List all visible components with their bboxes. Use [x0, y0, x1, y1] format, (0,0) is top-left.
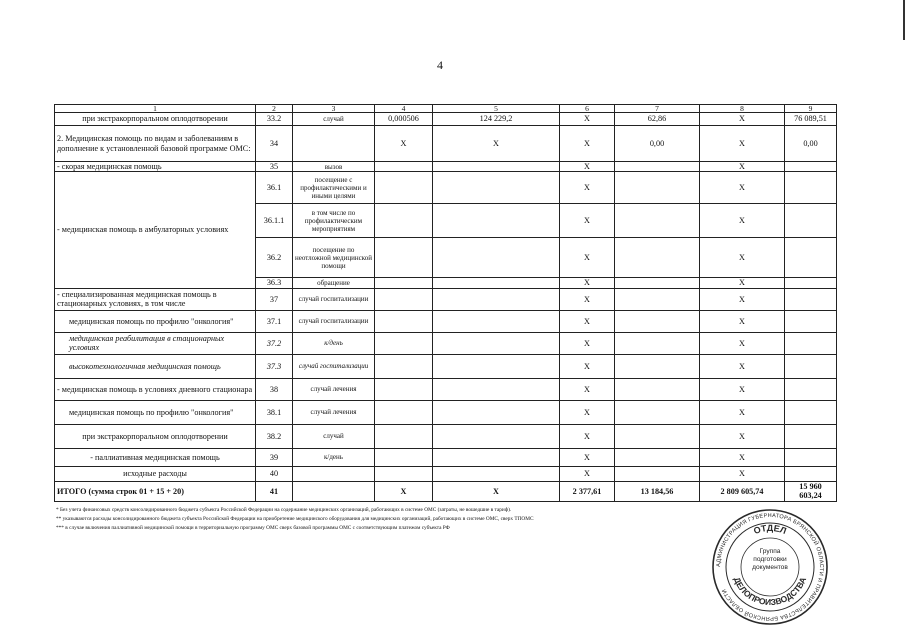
cell: 0,00	[785, 126, 837, 162]
cell: Х	[700, 162, 785, 172]
cell	[785, 332, 837, 354]
cell	[433, 204, 560, 238]
office-stamp	[711, 508, 829, 626]
cell	[375, 448, 433, 466]
table-row	[55, 310, 837, 332]
cell: Х	[560, 162, 615, 172]
cell: Х	[700, 466, 785, 481]
cell	[615, 448, 700, 466]
row-name: медицинская помощь по профилю "онкология"	[55, 310, 256, 332]
col-header: 5	[433, 105, 560, 113]
cell	[433, 278, 560, 288]
cell	[433, 466, 560, 481]
cell	[785, 204, 837, 238]
row-unit: случай госпитализации	[293, 288, 375, 310]
cell: Х	[700, 354, 785, 378]
cell	[785, 424, 837, 448]
cell: Х	[560, 448, 615, 466]
col-header: 9	[785, 105, 837, 113]
cell	[785, 238, 837, 278]
cell	[615, 204, 700, 238]
row-number: 37.3	[256, 354, 293, 378]
cell	[785, 400, 837, 424]
row-name: 2. Медицинская помощь по видам и заболеваниям в дополнение к установленной базовой программе ОМС:	[55, 126, 256, 162]
footnotes	[56, 506, 534, 533]
cell	[433, 172, 560, 204]
cell	[785, 466, 837, 481]
cell	[375, 424, 433, 448]
row-unit	[293, 126, 375, 162]
cell	[615, 310, 700, 332]
cell: Х	[700, 288, 785, 310]
row-name: - скорая медицинская помощь	[55, 162, 256, 172]
footnote: *** в случае включения паллиативной медицинской помощи в территориальную программу ОМС сверх базовой программы ОМС с соответствующим платежом субъекта РФ	[56, 525, 450, 531]
table-row	[55, 354, 837, 378]
table-row	[55, 424, 837, 448]
row-number: 38.1	[256, 400, 293, 424]
cell: Х	[375, 126, 433, 162]
col-header: 3	[293, 105, 375, 113]
cell: 13 184,56	[615, 481, 700, 501]
row-unit: вызов	[293, 162, 375, 172]
page-number: 4	[437, 58, 443, 72]
cell	[615, 354, 700, 378]
cell	[785, 354, 837, 378]
table-row	[55, 332, 837, 354]
cell	[375, 288, 433, 310]
table-row	[55, 172, 837, 204]
cell: Х	[560, 238, 615, 278]
cell	[375, 400, 433, 424]
col-header: 2	[256, 105, 293, 113]
cell: Х	[433, 126, 560, 162]
row-name: высокотехнологичная медицинская помощь	[55, 354, 256, 378]
cell	[433, 354, 560, 378]
cell	[615, 278, 700, 288]
row-unit: случай госпитализации	[293, 354, 375, 378]
cell: Х	[560, 466, 615, 481]
stamp-line: Группа	[759, 548, 781, 555]
col-header: 1	[55, 105, 256, 113]
cell: Х	[700, 238, 785, 278]
cell: Х	[700, 448, 785, 466]
cell	[433, 310, 560, 332]
row-name: - медицинская помощь в условиях дневного стационара	[55, 378, 256, 400]
row-number: 36.2	[256, 238, 293, 278]
cell: Х	[560, 332, 615, 354]
cell: Х	[560, 310, 615, 332]
cell: Х	[560, 424, 615, 448]
cell	[433, 448, 560, 466]
cell: Х	[560, 354, 615, 378]
cell	[433, 400, 560, 424]
table-row	[55, 448, 837, 466]
cell	[375, 378, 433, 400]
row-unit: к/день	[293, 332, 375, 354]
cell	[615, 466, 700, 481]
row-unit: случай	[293, 424, 375, 448]
row-name: медицинская помощь по профилю "онкология"	[55, 400, 256, 424]
cell: 76 089,51	[785, 113, 837, 126]
cell: Х	[560, 172, 615, 204]
row-name: при экстракорпоральном оплодотворении	[55, 424, 256, 448]
row-unit: обращение	[293, 278, 375, 288]
col-header: 8	[700, 105, 785, 113]
cell: Х	[700, 126, 785, 162]
cell	[375, 162, 433, 172]
cell: Х	[433, 481, 560, 501]
cell: Х	[560, 288, 615, 310]
row-unit: в том числе по профилактическим мероприятиям	[293, 204, 375, 238]
row-number: 38	[256, 378, 293, 400]
cell	[375, 354, 433, 378]
stamp-arc-top: ОТДЕЛ	[752, 522, 788, 537]
row-unit	[293, 481, 375, 501]
row-unit	[293, 466, 375, 481]
col-header: 6	[560, 105, 615, 113]
cell	[785, 310, 837, 332]
table-row	[55, 288, 837, 310]
cell	[785, 448, 837, 466]
table-row-total	[55, 481, 837, 501]
row-name: исходные расходы	[55, 466, 256, 481]
cell: 0,00	[615, 126, 700, 162]
cell	[375, 238, 433, 278]
cell	[433, 332, 560, 354]
cell: Х	[560, 278, 615, 288]
row-number: 36.1	[256, 172, 293, 204]
cell: Х	[700, 113, 785, 126]
cell	[785, 288, 837, 310]
cell	[433, 238, 560, 278]
col-header: 7	[615, 105, 700, 113]
stamp-line: подготовки	[753, 556, 787, 563]
table-row	[55, 126, 837, 162]
cell	[615, 162, 700, 172]
row-number: 36.3	[256, 278, 293, 288]
cell: Х	[700, 172, 785, 204]
cell: 2 809 605,74	[700, 481, 785, 501]
footnote: * Без учета финансовых средств консолидированного бюджета субъекта Российской Федерации на содержание медицинских организаций, работающих в системе ОМС (затраты, не вошедшие в тариф).	[56, 507, 512, 513]
stamp-ring-text: АДМИНИСТРАЦИЯ ГУБЕРНАТОРА БРЯНСКОЙ ОБЛАСТИ И ПРАВИТЕЛЬСТВА БРЯНСКОЙ ОБЛАСТИ	[715, 512, 825, 622]
cell: Х	[560, 113, 615, 126]
row-unit: случай госпитализации	[293, 310, 375, 332]
row-name: - паллиативная медицинская помощь	[55, 448, 256, 466]
footnote: ** указываются расходы консолидированного бюджета субъекта Российской Федерации на приобретение медицинского оборудования для медицинских организаций, работающих в системе ОМС, сверх ТПОМС	[56, 516, 534, 522]
row-unit: посещение по неотложной медицинской помощи	[293, 238, 375, 278]
cell: Х	[700, 332, 785, 354]
row-number: 37.1	[256, 310, 293, 332]
cell	[615, 288, 700, 310]
cell: 2 377,61	[560, 481, 615, 501]
row-number: 41	[256, 481, 293, 501]
row-number: 39	[256, 448, 293, 466]
cell	[375, 310, 433, 332]
cell	[615, 172, 700, 204]
stamp-center-text	[747, 548, 793, 572]
cell	[433, 162, 560, 172]
cell	[375, 332, 433, 354]
cell: Х	[700, 424, 785, 448]
row-number: 35	[256, 162, 293, 172]
column-number-row	[55, 105, 837, 113]
row-unit: случай лечения	[293, 378, 375, 400]
cell	[615, 332, 700, 354]
cell	[433, 288, 560, 310]
cell	[615, 378, 700, 400]
row-number: 33.2	[256, 113, 293, 126]
cell	[785, 162, 837, 172]
table-row	[55, 162, 837, 172]
cell	[785, 278, 837, 288]
row-number: 38.2	[256, 424, 293, 448]
row-name: - специализированная медицинская помощь в стационарных условиях, в том числе	[55, 288, 256, 310]
cell: Х	[560, 126, 615, 162]
table-row	[55, 400, 837, 424]
table-row	[55, 378, 837, 400]
table-row	[55, 113, 837, 126]
cell	[615, 238, 700, 278]
stamp-line: документов	[752, 564, 788, 571]
cell	[375, 278, 433, 288]
row-name: медицинская реабилитация в стационарных условиях	[55, 332, 256, 354]
row-number: 40	[256, 466, 293, 481]
row-number: 37.2	[256, 332, 293, 354]
cell: Х	[700, 400, 785, 424]
budget-table	[54, 104, 837, 502]
row-unit: случай лечения	[293, 400, 375, 424]
row-name: - медицинская помощь в амбулаторных условиях	[55, 172, 256, 288]
cell: Х	[560, 400, 615, 424]
cell: 15 960 603,24	[785, 481, 837, 501]
row-number: 37	[256, 288, 293, 310]
cell: Х	[700, 204, 785, 238]
cell	[615, 424, 700, 448]
cell	[433, 424, 560, 448]
row-unit: посещение с профилактическими и иными целями	[293, 172, 375, 204]
row-name: при экстракорпоральном оплодотворении	[55, 113, 256, 126]
cell: 124 229,2	[433, 113, 560, 126]
row-name: ИТОГО (сумма строк 01 + 15 + 20)	[55, 481, 256, 501]
table-row	[55, 466, 837, 481]
row-unit: случай	[293, 113, 375, 126]
cell: Х	[375, 481, 433, 501]
cell	[615, 400, 700, 424]
cell: Х	[700, 310, 785, 332]
cell	[433, 378, 560, 400]
cell	[375, 204, 433, 238]
cell: Х	[560, 204, 615, 238]
cell: Х	[700, 278, 785, 288]
cell: 0,000506	[375, 113, 433, 126]
cell	[785, 172, 837, 204]
stamp-arc-bottom: ДЕЛОПРОИЗВОДСТВА	[731, 575, 809, 608]
cell: Х	[700, 378, 785, 400]
row-number: 34	[256, 126, 293, 162]
col-header: 4	[375, 105, 433, 113]
row-unit: к/день	[293, 448, 375, 466]
cell: 62,86	[615, 113, 700, 126]
cell: Х	[560, 378, 615, 400]
cell	[375, 172, 433, 204]
row-number: 36.1.1	[256, 204, 293, 238]
cell	[785, 378, 837, 400]
cell	[375, 466, 433, 481]
